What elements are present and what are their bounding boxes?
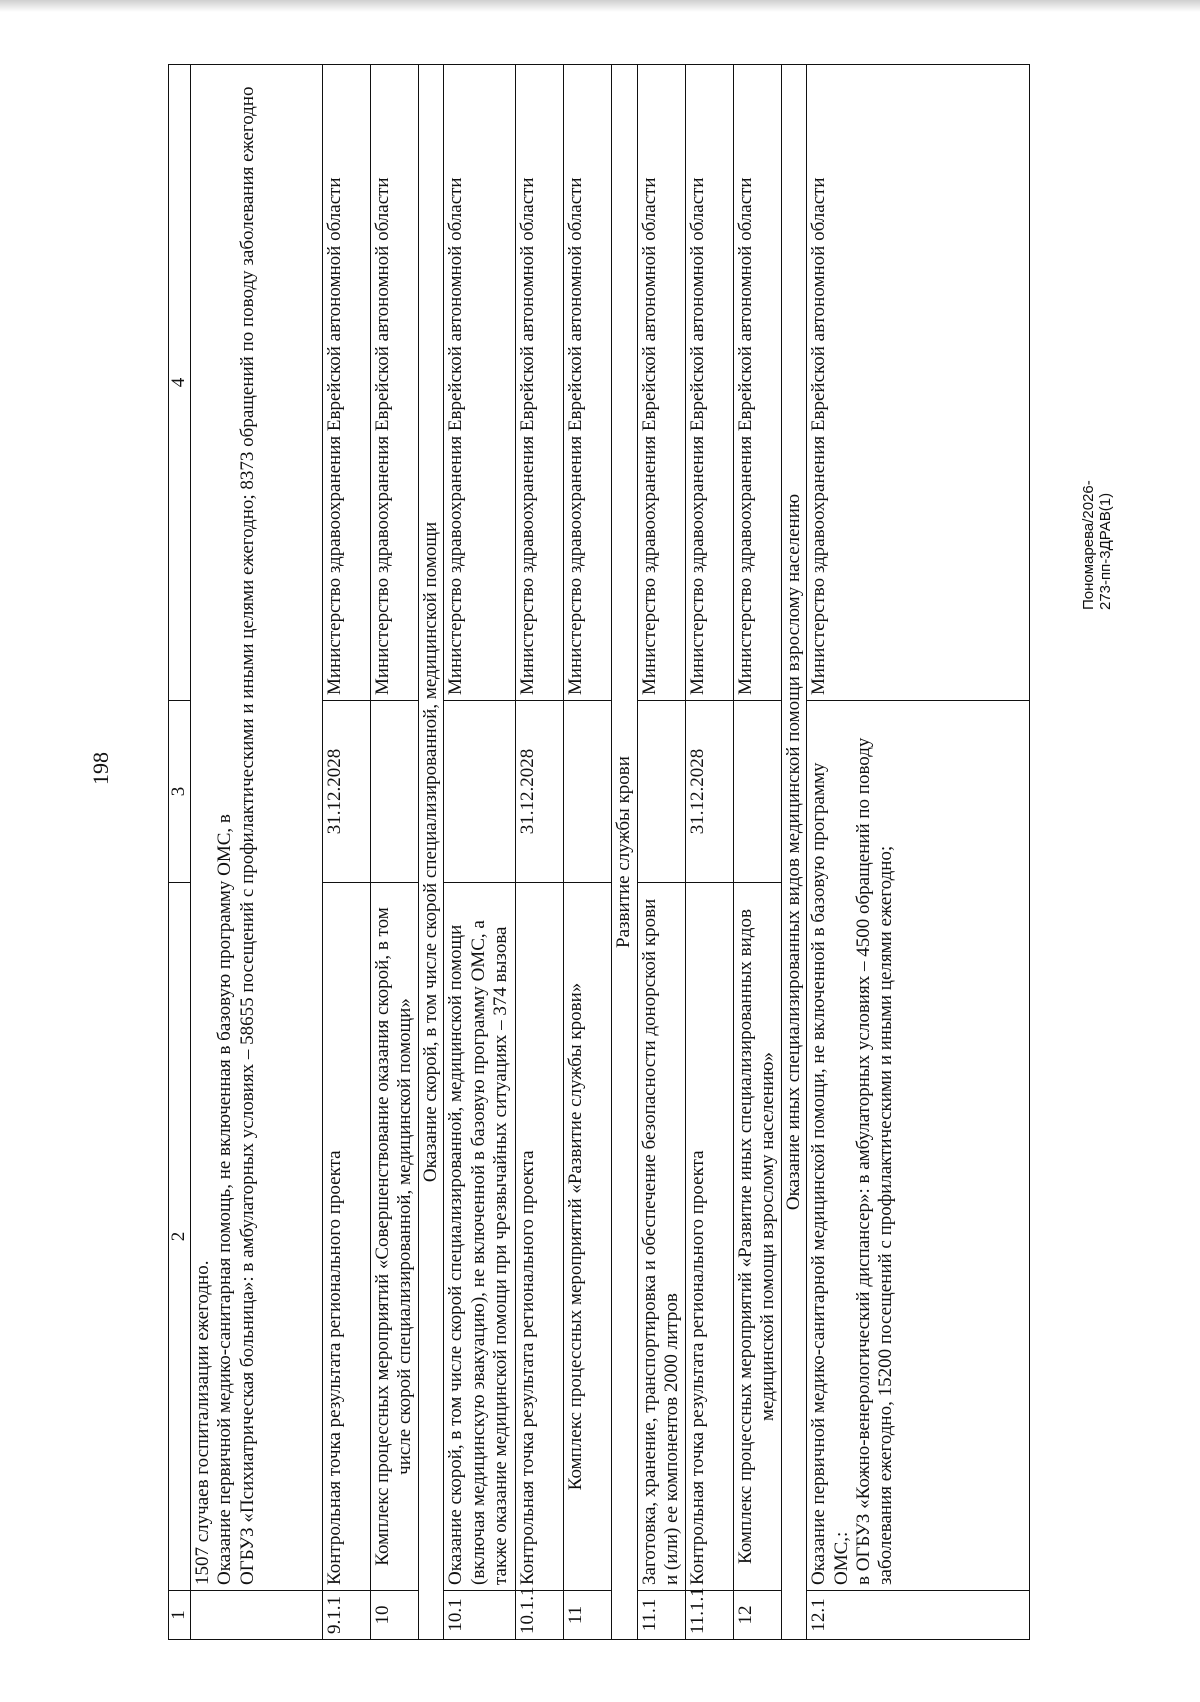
- description-line: 1507 случаев госпитализации ежегодно.: [192, 1260, 213, 1585]
- table-row: [564, 65, 612, 1640]
- table-row: [685, 65, 733, 1640]
- section-title: Оказание иных специализированных видов медицинской помощи взрослому населению: [781, 65, 806, 1640]
- header-col-1: 1: [169, 1591, 191, 1640]
- section-title: Оказание скорой, в том числе скорой специализированной, медицинской помощи: [419, 65, 444, 1640]
- row-responsible: Министерство здравоохранения Еврейской автономной области: [516, 65, 564, 701]
- row-number: 10.1.1: [516, 1591, 564, 1640]
- row-date: [637, 701, 685, 883]
- row-responsible: Министерство здравоохранения Еврейской автономной области: [323, 65, 371, 701]
- row-responsible: Министерство здравоохранения Еврейской автономной области: [807, 65, 1030, 701]
- table-row: [371, 65, 419, 1640]
- table-row: [444, 65, 516, 1640]
- row-responsible: Министерство здравоохранения Еврейской автономной области: [444, 65, 516, 701]
- row-responsible: Министерство здравоохранения Еврейской автономной области: [733, 65, 781, 701]
- description-line: ОГБУЗ «Психиатрическая больница»: в амбулаторных условиях – 58655 посещений с профилактическими и иными целями ежегодно; 8373 обращений по поводу заболевания ежегодно: [236, 86, 258, 1585]
- row-description: Комплекс процессных мероприятий «Совершенствование оказания скорой, в том числе скорой специализированной, медицинской помощи»: [371, 883, 419, 1591]
- scan-edge: [0, 0, 1200, 12]
- table-row: [807, 65, 1030, 1640]
- row-number: 11: [564, 1591, 612, 1640]
- table-row: [516, 65, 564, 1640]
- header-col-4: 4: [169, 65, 191, 701]
- row-date: 31.12.2028: [323, 701, 371, 883]
- row-number: 9.1.1: [323, 1591, 371, 1640]
- row-date: [444, 701, 516, 883]
- row-number: [191, 1591, 323, 1640]
- row-description: Контрольная точка результата регионального проекта: [685, 883, 733, 1591]
- table-row: [637, 65, 685, 1640]
- row-date: [564, 701, 612, 883]
- row-description: Контрольная точка результата регионального проекта: [323, 883, 371, 1591]
- row-description: Контрольная точка результата регионального проекта: [516, 883, 564, 1591]
- row-responsible: Министерство здравоохранения Еврейской автономной области: [637, 65, 685, 701]
- section-row: [419, 65, 444, 1640]
- rotated-table-container: [168, 65, 1030, 1640]
- row-responsible: Министерство здравоохранения Еврейской автономной области: [685, 65, 733, 701]
- row-description: Комплекс процессных мероприятий «Развитие иных специализированных видов медицинской помощи взрослому населению»: [733, 883, 781, 1591]
- measures-table: [168, 64, 1030, 1640]
- row-number: 11.1: [637, 1591, 685, 1640]
- row-description: Комплекс процессных мероприятий «Развитие службы крови»: [564, 883, 612, 1591]
- row-description: [807, 701, 1030, 1591]
- header-row: [169, 65, 191, 1640]
- table-row: [733, 65, 781, 1640]
- table-row: [323, 65, 371, 1640]
- row-number: 12: [733, 1591, 781, 1640]
- description-line: в ОГБУЗ «Кожно-венерологический диспансер»: в амбулаторных условиях – 4500 обращений по поводу заболевания ежегодно, 15200 посещений с профилактическими и иными целями ежегодно;: [853, 737, 897, 1585]
- description-line: Оказание первичной медико-санитарной медицинской помощи, не включенной в базовую программу ОМС,:: [808, 762, 852, 1585]
- section-title: Развитие службы крови: [612, 65, 637, 1640]
- row-date: 31.12.2028: [516, 701, 564, 883]
- row-number: 11.1.1: [685, 1591, 733, 1640]
- row-description: Заготовка, хранение, транспортировка и обеспечение безопасности донорской крови и (или) ее компонентов 2000 литров: [637, 883, 685, 1591]
- row-date: 31.12.2028: [685, 701, 733, 883]
- row-responsible: Министерство здравоохранения Еврейской автономной области: [564, 65, 612, 701]
- row-description: [191, 65, 323, 1591]
- row-number: 10: [371, 1591, 419, 1640]
- row-description: Оказание скорой, в том числе скорой специализированной, медицинской помощи (включая медицинскую эвакуацию), не включенной в базовую программу ОМС, а также оказание медицинской помощи при чрезвычайных ситуациях – 374 вызова: [444, 883, 516, 1591]
- section-row: [612, 65, 637, 1640]
- row-number: 12.1: [807, 1591, 1030, 1640]
- row-date: [733, 701, 781, 883]
- table-row: [191, 65, 323, 1640]
- row-date: [371, 701, 419, 883]
- section-row: [781, 65, 806, 1640]
- document-code: Пономарева/2026-273-пп-3ДРАВ(1): [1080, 480, 1114, 610]
- header-col-2: 2: [169, 883, 191, 1591]
- header-col-3: 3: [169, 701, 191, 883]
- page-number: 198: [88, 752, 113, 785]
- row-responsible: Министерство здравоохранения Еврейской автономной области: [371, 65, 419, 701]
- row-number: 10.1: [444, 1591, 516, 1640]
- description-line: Оказание первичной медико-санитарная помощь, не включенная в базовую программу ОМС, в: [214, 814, 236, 1585]
